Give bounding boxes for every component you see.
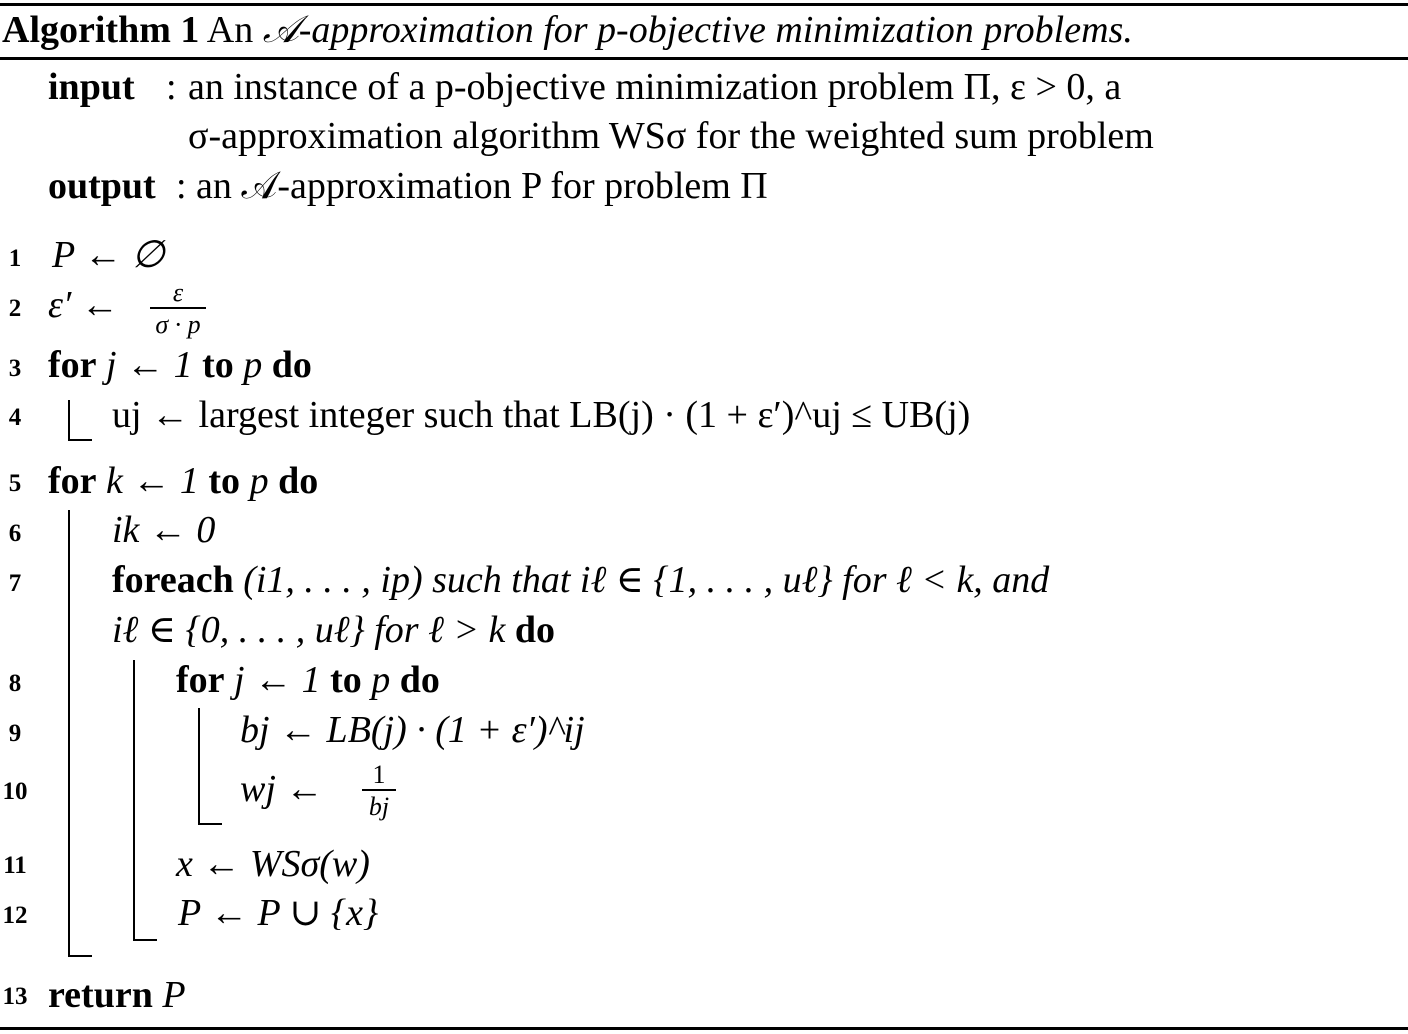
algorithm-caption xyxy=(2,11,1133,49)
line-10-fraction-bar xyxy=(362,789,396,791)
line-number: 9 xyxy=(8,720,22,747)
input-separator: : xyxy=(166,66,177,108)
line-10-numerator: 1 xyxy=(372,760,386,789)
input-text-line1: an instance of a p-objective minimization problem Π, ε > 0, a xyxy=(188,66,1122,108)
line-2-lhs: ε′ ← xyxy=(48,284,119,326)
loop-bound: p xyxy=(371,659,391,701)
line-number: 13 xyxy=(2,983,28,1010)
line-number: 11 xyxy=(3,852,27,879)
keyword-to: to xyxy=(208,460,241,502)
line-number: 10 xyxy=(2,778,28,805)
block-bar-for-j xyxy=(68,400,70,440)
line-10-lhs: wj ← xyxy=(240,768,324,810)
output-label: output xyxy=(48,165,156,207)
keyword-foreach: foreach xyxy=(112,559,234,601)
block-end-inner-for xyxy=(198,823,222,825)
block-bar-foreach xyxy=(133,660,135,940)
line-number: 4 xyxy=(8,404,22,431)
line-number: 3 xyxy=(8,355,22,382)
line-1-code: P ← ∅ xyxy=(52,234,165,276)
line-11-code: x ← WSσ(w) xyxy=(176,843,370,885)
line-9-code: bj ← LB(j) · (1 + ε′)^ij xyxy=(240,709,585,751)
block-bar-inner-for xyxy=(198,708,200,824)
keyword-for: for xyxy=(48,344,97,386)
foreach-condition-cont: iℓ ∈ {0, . . . , uℓ} for ℓ > k xyxy=(112,609,506,651)
keyword-do: do xyxy=(278,460,319,502)
line-2-fraction-bar xyxy=(150,307,206,309)
keyword-to: to xyxy=(202,344,234,386)
line-number: 8 xyxy=(8,670,22,697)
line-5-code xyxy=(48,462,318,500)
foreach-condition: (i1, . . . , ip) such that iℓ ∈ {1, . . . , uℓ} for ℓ < k, and xyxy=(243,559,1050,601)
line-12-code: P ← P ∪ {x} xyxy=(178,892,379,934)
output-text: : an 𝒜-approximation P for problem Π xyxy=(176,165,768,207)
keyword-do: do xyxy=(514,609,556,651)
line-8-code xyxy=(176,661,440,699)
caption-rule xyxy=(0,57,1408,60)
block-end-foreach xyxy=(133,939,157,941)
line-6-code: ik ← 0 xyxy=(112,509,216,551)
line-number: 7 xyxy=(8,570,22,597)
input-label: input xyxy=(48,66,135,108)
line-number: 5 xyxy=(8,470,22,497)
line-4-code: uj ← largest integer such that LB(j) · (1 + ε′)^uj ≤ UB(j) xyxy=(112,394,971,436)
line-7-continuation xyxy=(112,611,555,649)
block-end-for-j xyxy=(68,439,92,441)
caption-prefix: An xyxy=(206,9,254,51)
line-10-denominator: bj xyxy=(368,792,390,821)
loop-init: j ← 1 xyxy=(106,344,193,386)
keyword-do: do xyxy=(399,659,440,701)
line-number: 12 xyxy=(2,902,28,929)
return-value: P xyxy=(162,974,186,1016)
loop-init: k ← 1 xyxy=(106,460,199,502)
line-number: 2 xyxy=(8,295,22,322)
block-end-for-k xyxy=(68,955,92,957)
bottom-rule xyxy=(0,1027,1408,1030)
loop-init: j ← 1 xyxy=(234,659,321,701)
keyword-to: to xyxy=(330,659,362,701)
loop-bound: p xyxy=(243,344,263,386)
top-rule xyxy=(0,3,1408,6)
line-2-numerator: ε xyxy=(172,278,184,307)
line-7-code xyxy=(112,561,1049,599)
line-number: 6 xyxy=(8,520,22,547)
keyword-return: return xyxy=(48,974,153,1016)
line-number: 1 xyxy=(8,245,22,272)
block-bar-for-k xyxy=(68,510,70,956)
line-13-code xyxy=(48,976,186,1014)
line-3-code xyxy=(48,346,312,384)
loop-bound: p xyxy=(249,460,269,502)
input-text-line2: σ-approximation algorithm WSσ for the weighted sum problem xyxy=(188,115,1154,157)
line-2-denominator: σ · p xyxy=(155,310,201,339)
keyword-for: for xyxy=(48,460,97,502)
keyword-for: for xyxy=(176,659,225,701)
caption-title: -approximation for p-objective minimization problems. xyxy=(298,9,1133,51)
algorithm-label: Algorithm 1 xyxy=(2,9,200,51)
keyword-do: do xyxy=(271,344,312,386)
caption-A: 𝒜 xyxy=(262,9,299,51)
